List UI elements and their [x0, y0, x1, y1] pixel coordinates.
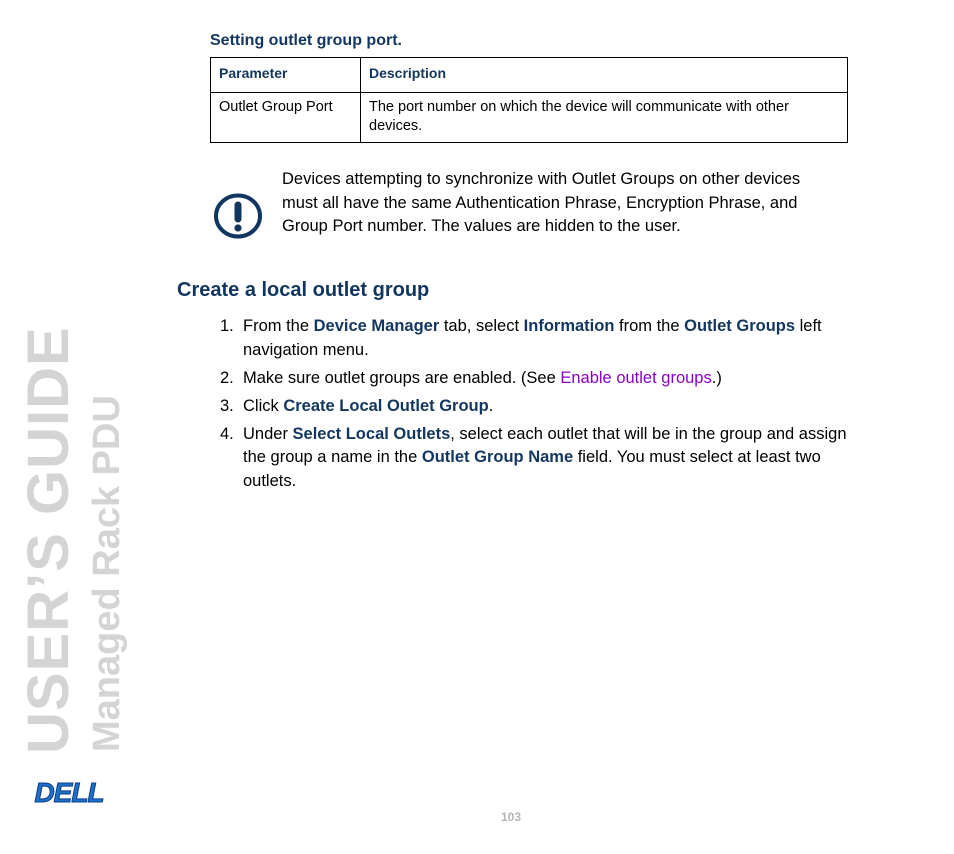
page-number: 103: [500, 810, 522, 824]
logo-text: DELL: [34, 779, 104, 806]
list-item: [218, 315, 873, 362]
step-number: 3.: [220, 396, 234, 415]
step-text: tab, select: [439, 317, 524, 335]
step-number: 2.: [220, 368, 234, 387]
cell-description: The port number on which the device will communicate with other devices.: [361, 93, 848, 143]
column-header-parameter: Parameter: [211, 58, 361, 93]
step-text: From the: [243, 317, 314, 335]
step-number: 1.: [220, 317, 234, 335]
step-text: , select each outlet that will be in the group and assign the group a name in the: [243, 424, 847, 466]
enable-outlet-groups-link[interactable]: Enable outlet groups: [560, 368, 712, 387]
guide-title-vertical: USER’S GUIDE: [16, 326, 81, 754]
exclamation-circle-icon: [213, 192, 263, 240]
table-row: [211, 93, 848, 143]
table-header-row: [211, 58, 848, 93]
section-heading: Create a local outlet group: [177, 279, 430, 301]
note-text: Devices attempting to synchronize with Outlet Groups on other devices must all have the same Authentication Phrase, Encryption Phrase, and Group Port number. The values are hidden to the user.: [282, 170, 801, 235]
ui-term-outlet-groups: Outlet Groups: [684, 317, 796, 335]
step-text: .: [488, 396, 494, 415]
dell-logo: [26, 779, 112, 806]
step-text: field. You must select at least two outlets.: [243, 448, 821, 490]
ui-term-information: Information: [523, 317, 615, 335]
step-number: 4.: [220, 424, 234, 443]
parameter-table: [210, 57, 848, 143]
list-item: [218, 367, 873, 391]
ui-term-device-manager: Device Manager: [313, 317, 440, 335]
step-text: .): [711, 368, 722, 387]
step-text: from the: [614, 317, 685, 335]
step-text: left navigation menu.: [243, 317, 822, 359]
ui-term-select-local-outlets: Select Local Outlets: [292, 424, 451, 443]
ui-term-create-local-outlet-group: Create Local Outlet Group: [283, 396, 489, 415]
step-text: Make sure outlet groups are enabled. (See: [243, 368, 561, 387]
steps-list: [218, 315, 873, 498]
step-text: Click: [243, 396, 284, 415]
ui-term-outlet-group-name: Outlet Group Name: [421, 448, 574, 466]
list-item: [218, 423, 873, 494]
list-item: [218, 395, 873, 419]
table-title: Setting outlet group port.: [210, 32, 402, 49]
product-name-vertical: Managed Rack PDU: [86, 395, 128, 752]
step-text: Under: [243, 424, 293, 443]
cell-parameter: Outlet Group Port: [211, 93, 361, 143]
column-header-description: Description: [361, 58, 848, 93]
